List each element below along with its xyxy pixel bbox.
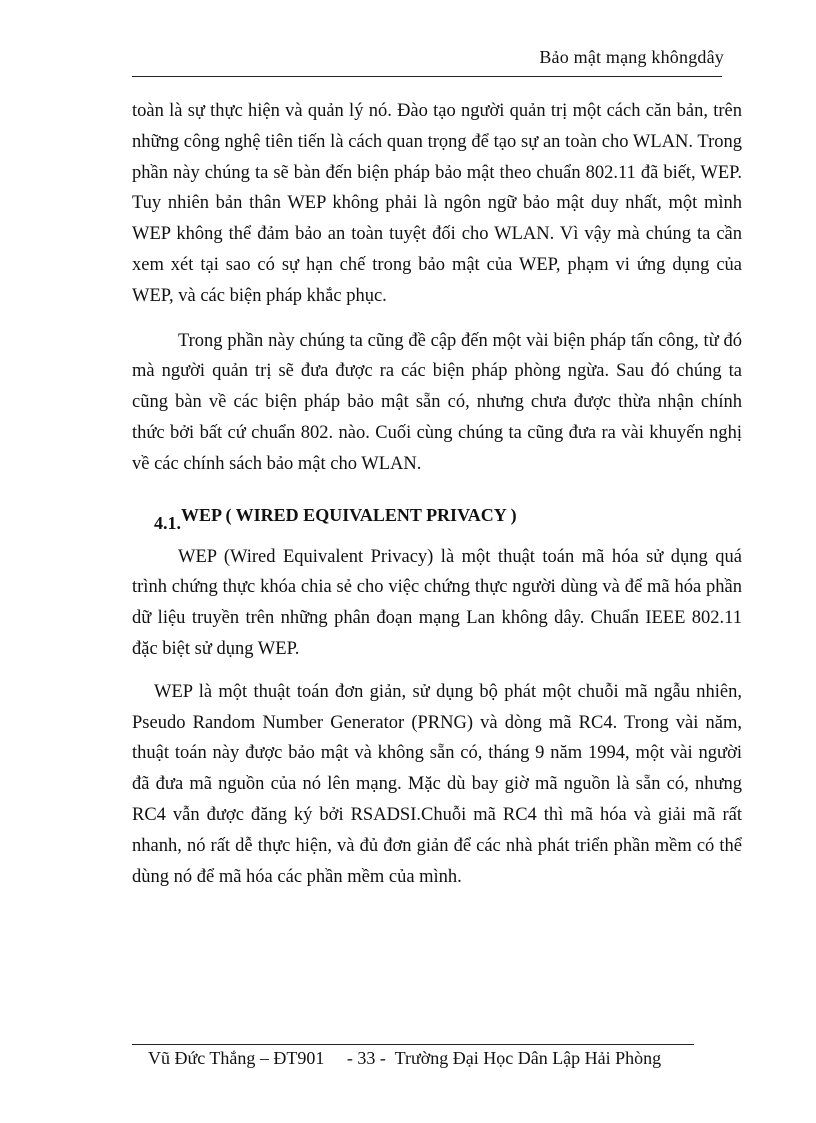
- page-footer: [148, 1048, 661, 1069]
- section-number: 4.1.: [154, 512, 181, 533]
- footer-author: Vũ Đức Thắng – ĐT901: [148, 1048, 325, 1068]
- body-paragraph: WEP là một thuật toán đơn giản, sử dụng bộ phát một chuỗi mã ngẫu nhiên, Pseudo Random Number Generator (PRNG) và dòng mã RC4. Trong vài năm, thuật toán này được bảo mật và không sẵn có, tháng 9 năm 1994, một vài người đã đưa mã nguồn của nó lên mạng. Mặc dù bay giờ mã nguồn là sẵn có, nhưng RC4 vẫn được đăng ký bởi RSADSI.Chuỗi mã RC4 thì mã hóa và giải mã rất nhanh, nó rất dễ thực hiện, và đủ đơn giản để các nhà phát triển phần mềm có thể dùng nó để mã hóa các phần mềm của mình.: [132, 681, 742, 887]
- header-divider: [132, 76, 722, 77]
- footer-divider: [132, 1044, 694, 1045]
- footer-school: Trường Đại Học Dân Lập Hải Phòng: [394, 1048, 662, 1068]
- section-heading: [132, 500, 742, 533]
- body-paragraph: WEP (Wired Equivalent Privacy) là một thuật toán mã hóa sử dụng quá trình chứng thực khóa chia sẻ cho việc chứng thực người dùng và để mã hóa phần dữ liệu truyền trên những phân đoạn mạng Lan không dây. Chuẩn IEEE 802.11 đặc biệt sử dụng WEP.: [132, 546, 742, 659]
- page-number: - 33 -: [346, 1048, 386, 1068]
- section-title: WEP ( WIRED EQUIVALENT PRIVACY ): [181, 504, 517, 525]
- body-paragraph: Trong phần này chúng ta cũng đề cập đến một vài biện pháp tấn công, từ đó mà người quản trị sẽ đưa được ra các biện pháp phòng ngừa. Sau đó chúng ta cũng bàn về các biện pháp bảo mật sẵn có, nhưng chưa được thừa nhận chính thức bởi bất cứ chuẩn 802. nào. Cuối cùng chúng ta cũng đưa ra vài khuyến nghị về các chính sách bảo mật cho WLAN.: [132, 330, 742, 474]
- running-header: Bảo mật mạng khôngdây: [539, 47, 724, 67]
- document-body: [132, 96, 742, 892]
- body-paragraph: toàn là sự thực hiện và quản lý nó. Đào tạo người quản trị một cách căn bản, trên những công nghệ tiên tiến là cách quan trọng để tạo sự an toàn cho WLAN. Trong phần này chúng ta sẽ bàn đến biện pháp bảo mật theo chuẩn 802.11 đã biết, WEP. Tuy nhiên bản thân WEP không phải là ngôn ngữ bảo mật duy nhất, một mình WEP không thể đảm bảo an toàn tuyệt đối cho WLAN. Vì vậy mà chúng ta cần xem xét tại sao có sự hạn chế trong bảo mật của WEP, phạm vi ứng dụng của WEP, và các biện pháp khắc phục.: [132, 101, 742, 306]
